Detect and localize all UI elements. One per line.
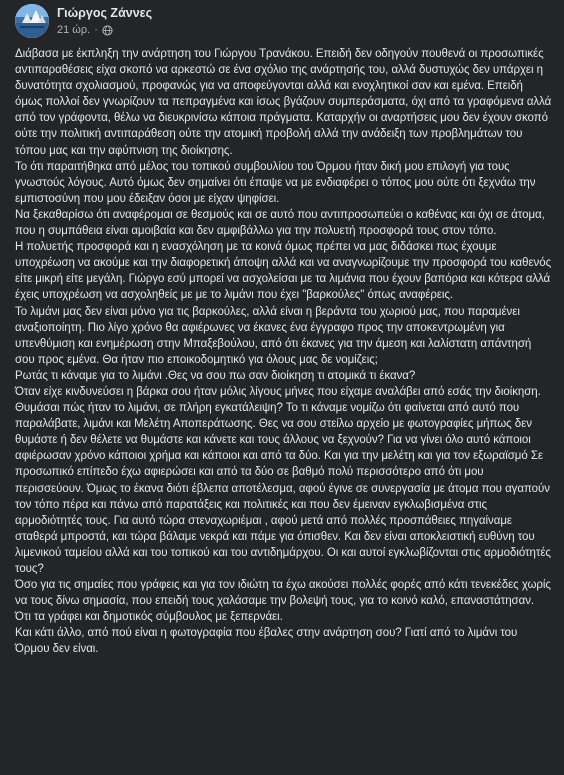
post-header xyxy=(0,0,564,40)
post-paragraph: Διάβασα με έκπληξη την ανάρτηση του Γιώργου Τρανάκου. Επειδή δεν οδηγούν πουθενά οι προσωπικές αντιπαραθέσεις είχα σκοπό να αρκεστώ σε ένα σχόλιο της ανάρτησής του, αλλά δυστυχώς δεν υπάρχει η δυνατότητα σχολιασμού, προφανώς για να αποφεύγονται αλλά και ενοχλητικοί σαν και εμένα. Επειδή όμως πολλοί δεν γνωρίζουν τα πεπραγμένα και ίσως βγάζουν συμπεράσματα, όχι από τα γραφόμενα αλλά από τον γράφοντα, θέλω να διευκρινίσω κάποια πράγματα. Καταρχήν οι αναρτήσεις μου δεν έχουν σκοπό ούτε την πολιτική αντιπαράθεση ούτε την ατομική προβολή αλλά την ανάδειξη των προβλημάτων του τόπου μας και την αφύπνιση της διοίκησης. xyxy=(15,48,552,157)
post-paragraph: Το ότι παραιτήθηκα από μέλος του τοπικού συμβουλίου του Όρμου ήταν δική μου επιλογή για τους γνωστούς λόγους. Αυτό όμως δεν σημαίνει ότι έπαψε να με ενδιαφέρει ο τόπος μου ούτε ότι ξεχνάω την εμπιστοσύνη που μου έδειξαν όσοι με είχαν ψηφίσει. xyxy=(15,160,536,205)
author-name[interactable]: Γιώργος Ζάννες xyxy=(57,6,153,20)
separator-dot: · xyxy=(94,24,98,36)
post-body xyxy=(15,46,553,658)
post-paragraph: Και κάτι άλλο, από πού είναι η φωτογραφία που έβαλες στην ανάρτηση σου? Γιατί από το λιμάνι του Όρμου δεν είναι. xyxy=(15,627,518,656)
post-paragraph: Όσο για τις σημαίες που γράφεις και για τον ιδιώτη τα έχω ακούσει πολλές φορές από κάτι τενεκέδες χωρίς να τους δίνω σημασία, που επειδή τους χαλάσαμε την βολεψή τους, για το κοινό καλό, επαναστάτησαν. Ότι τα γράφει και δημοτικός σύμβουλος με ξεπερνάει. xyxy=(15,579,551,624)
avatar[interactable] xyxy=(15,4,49,38)
post-paragraph: Η πολυετής προσφορά και η ενασχόληση με τα κοινά όμως πρέπει να μας διδάσκει πως έχουμε υποχρέωση να ακούμε και την διαφορετική άποψη αλλά και να αναγνωρίζουμε την προσφορά του καθενός είτε μικρή είτε μεγάλη. Γιώργο εσύ μπορεί να ασχολείσαι με τα λιμάνια που έχουν βαπόρια και κότερα αλλά έχεις υποχρέωση να ασχοληθείς με με το λιμάνι που έχει "βαρκούλες" όπως αναφέρεις. xyxy=(15,241,552,302)
post-meta xyxy=(57,24,113,36)
post-time[interactable]: 21 ώρ. xyxy=(57,24,91,36)
post-paragraph: Ρωτάς τι κάναμε για το λιμάνι .Θες να σου πω σαν διοίκηση τι ατομικά τι έκανα? xyxy=(15,369,416,382)
post-paragraph: Το λιμάνι μας δεν είναι μόνο για τις βαρκούλες, αλλά είναι η βεράντα του χωριού μας, που παραμένει αναξιοποίητη. Πιο λίγο χρόνο θα αφιέρωνες να έκανες ένα έγγραφο προς την αποκεντρωμένη για υπενθύμιση και ενημέρωση στην Μπαξεβούλου, από ότι έκανες για την άμεση και λαλίστατη απάντησή σου προς εμένα. Θα ήταν πιο εποικοδομητικό για όλους μας δε νομίζεις; xyxy=(15,305,532,366)
globe-icon xyxy=(102,25,113,36)
avatar-image xyxy=(15,4,49,38)
post-paragraph: Να ξεκαθαρίσω ότι αναφέρομαι σε θεσμούς και σε αυτό που αντιπροσωπεύει ο καθένας και όχι σε άτομα, που η συμπάθεια είναι αμοιβαία και δεν αμφιβάλλω για την πολυετή προσφορά τους στον τόπο. xyxy=(15,208,545,238)
post-paragraph: Όταν είχε κινδυνεύσει η βάρκα σου ήταν μόλις λίγους μήνες που είχαμε αναλάβει από εσάς την διοίκηση. Θυμάσαι πώς ήταν το λιμάνι, σε πλήρη εγκατάλειψη? Το τι κάναμε νομίζω ότι φαίνεται από αυτό που παραλάβατε, λιμάνι και Μελέτη Αποπεράτωσης. Θες να σου στείλω αρχείο με φωτογραφίες μήπως δεν θυμάστε ή δεν θέλετε να θυμάστε και κάνετε και τους άλλους να ξεχνούν? Για να γίνει όλο αυτό κάποιοι αφιέρωσαν χρόνο κάποιοι χρήμα και κάποιοι και από τα δύο. Και για την μελέτη και για τον εξωραϊσμό Σε προσωπικό επίπεδο έχω αφιερώσει και από τα δύο σε βαθμό πολύ περισσότερο από ότι μου περισσεύουν. Όμως το έκανα διότι έβλεπα αποτέλεσμα, αφού έγινε σε συνεργασία με άτομα που αγαπούν τον τόπο πέρα και πάνω από παρατάξεις και πολιτικές και που δεν έμειναν εγκλωβισμένα στις αρμοδιότητές τους. Για αυτό τώρα στεναχωριέμαι , αφού μετά από πολλές προσπάθειες πηγαίναμε σταθερά μπροστά, και τώρα βάλαμε νεκρά και πάμε για όπισθεν. Και δεν είναι αποκλειστική ευθύνη του λιμενικού ταμείου αλλά και του τοπικού και του αντιδημάρχου. Οι και αυτοί εγκλωβίζονται στις αρμοδιότητές τους? xyxy=(15,385,551,575)
